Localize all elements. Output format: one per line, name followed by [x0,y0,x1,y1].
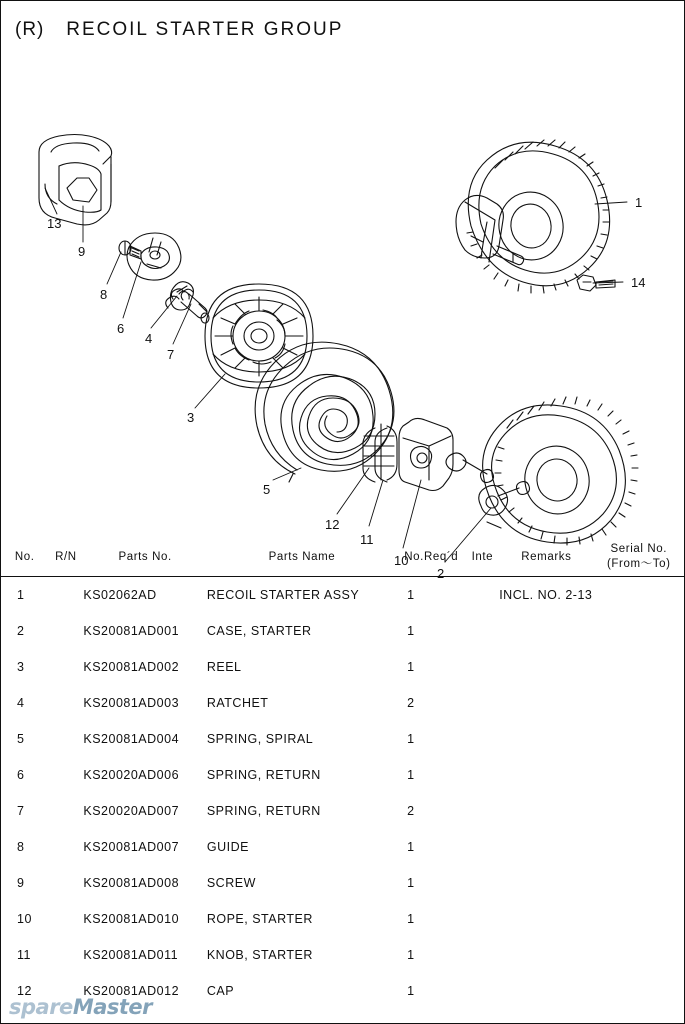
table-row[interactable] [1,613,684,649]
table-row[interactable] [1,757,684,793]
cell-parts-no: KS20081AD007 [83,840,180,854]
cell-no: 11 [17,948,31,962]
callout-5: 5 [263,482,271,497]
cell-parts-no: KS20081AD011 [83,948,179,962]
part-13-cap [39,135,112,225]
cell-parts-name: ROPE, STARTER [206,912,313,926]
callout-2: 2 [437,566,445,581]
table-row[interactable] [1,865,684,901]
callout-6: 6 [117,321,125,336]
part-11-knob [399,418,453,490]
callout-1: 1 [635,195,643,210]
cell-parts-name: GUIDE [206,840,249,854]
cell-serial [594,613,684,649]
cell-parts-no: KS20081AD008 [83,876,180,890]
cell-no: 8 [17,840,25,854]
cell-parts-name: SPRING, RETURN [206,804,321,818]
col-header-rn: R/N [48,539,83,577]
cell-qty: 1 [407,948,415,962]
cell-rn [48,901,83,937]
col-header-parts-no: Parts No. [83,539,206,577]
part-5-spring-spiral [255,342,394,482]
cell-parts-name: SPRING, RETURN [206,768,321,782]
cell-qty: 1 [407,876,415,890]
cell-no: 7 [17,804,25,818]
cell-serial [594,973,684,1009]
cell-parts-name: SCREW [206,876,256,890]
callout-14: 14 [631,275,646,290]
cell-remarks [499,829,593,865]
cell-inte [466,829,500,865]
cell-remarks [499,685,593,721]
cell-inte [466,937,500,973]
cell-serial [594,937,684,973]
cell-rn [48,721,83,757]
cell-inte [466,757,500,793]
callout-7: 7 [167,347,175,362]
cell-inte [466,649,500,685]
cell-parts-no: KS20081AD010 [83,912,180,926]
watermark-part2: Master [72,995,153,1019]
cell-serial [594,577,684,614]
cell-remarks [499,937,593,973]
watermark-part1: spare [9,995,73,1019]
parts-table-header [1,539,684,577]
page-title [15,19,343,41]
cell-inte [466,901,500,937]
col-header-remarks: Remarks [499,539,593,577]
cell-serial [594,793,684,829]
cell-no: 2 [17,624,25,638]
cell-serial [594,685,684,721]
parts-table-container [1,539,684,1009]
col-header-inte: Inte [466,539,500,577]
cell-qty: 1 [407,984,415,998]
parts-table-body [1,577,684,1010]
cell-rn [48,793,83,829]
cell-qty: 1 [407,768,415,782]
table-row[interactable] [1,829,684,865]
cell-qty: 1 [407,660,415,674]
cell-parts-no: KS20020AD006 [83,768,180,782]
part-1-recoil-starter-assy [456,140,610,293]
part-9-screw [119,241,141,259]
col-header-serial: Serial No. (From～To) [594,539,684,577]
cell-inte [466,793,500,829]
table-header-row [1,539,684,577]
callout-13: 13 [47,216,62,231]
cell-inte [466,973,500,1009]
cell-no: 4 [17,696,25,710]
cell-remarks [499,793,593,829]
table-row[interactable] [1,937,684,973]
col-header-qty: No.Req´d [397,539,465,577]
cell-parts-no: KS20081AD002 [83,660,180,674]
cell-serial [594,757,684,793]
cell-parts-name: RATCHET [206,696,269,710]
table-row[interactable] [1,973,684,1009]
cell-remarks [499,613,593,649]
cell-no: 6 [17,768,25,782]
cell-rn [48,829,83,865]
callout-9: 9 [78,244,86,259]
cell-no: 9 [17,876,25,890]
table-row[interactable] [1,649,684,685]
part-2-case-starter [479,397,638,545]
cell-inte [466,613,500,649]
cell-qty: 1 [407,840,415,854]
cell-serial [594,829,684,865]
cell-qty: 1 [407,912,415,926]
cell-inte [466,865,500,901]
page-title-text: RECOIL STARTER GROUP [66,19,344,40]
callout-4: 4 [145,331,153,346]
parts-table [1,539,684,1009]
cell-parts-no: KS20081AD004 [83,732,180,746]
cell-rn [48,973,83,1009]
cell-parts-no: KS20020AD007 [83,804,180,818]
cell-rn [48,577,83,614]
cell-parts-name: RECOIL STARTER ASSY [206,588,360,602]
callout-10: 10 [394,553,409,568]
col-header-no: No. [1,539,48,577]
cell-serial [594,649,684,685]
table-row[interactable] [1,577,684,614]
table-row[interactable] [1,721,684,757]
cell-parts-name: REEL [206,660,242,674]
cell-parts-no: KS20081AD003 [83,696,180,710]
cell-rn [48,649,83,685]
cell-no: 10 [17,912,32,926]
cell-parts-no: KS20081AD012 [83,984,180,998]
cell-rn [48,757,83,793]
cell-serial [594,721,684,757]
cell-rn [48,937,83,973]
cell-remarks [499,865,593,901]
cell-remarks [499,973,593,1009]
cell-parts-no: KS02062AD [83,588,157,602]
cell-remarks: INCL. NO. 2-13 [499,588,593,602]
cell-serial [594,901,684,937]
callout-12: 12 [325,517,340,532]
table-row[interactable] [1,793,684,829]
table-row[interactable] [1,685,684,721]
cell-rn [48,613,83,649]
cell-remarks [499,721,593,757]
cell-no: 5 [17,732,25,746]
page-title-prefix: (R) [15,19,45,40]
cell-qty: 2 [407,696,415,710]
cell-parts-name: KNOB, STARTER [206,948,313,962]
cell-qty: 1 [407,732,415,746]
callout-3: 3 [187,410,195,425]
cell-remarks [499,649,593,685]
table-row[interactable] [1,901,684,937]
cell-no: 1 [17,588,25,602]
cell-remarks [499,901,593,937]
cell-inte [466,577,500,614]
cell-remarks [499,757,593,793]
cell-rn [48,865,83,901]
col-header-parts-name: Parts Name [207,539,397,577]
cell-qty: 1 [407,588,415,602]
cell-no: 3 [17,660,25,674]
cell-inte [466,721,500,757]
cell-rn [48,685,83,721]
cell-parts-name: SPRING, SPIRAL [206,732,314,746]
cell-inte [466,685,500,721]
cell-qty: 1 [407,624,415,638]
cell-parts-no: KS20081AD001 [83,624,180,638]
cell-no: 12 [17,984,32,998]
callout-11: 11 [360,532,374,547]
cell-parts-name: CAP [206,984,235,998]
part-3-reel [201,284,313,388]
cell-qty: 2 [407,804,415,818]
callout-8: 8 [100,287,108,302]
cell-parts-name: CASE, STARTER [206,624,312,638]
part-12-rope [363,424,397,482]
cell-serial [594,865,684,901]
